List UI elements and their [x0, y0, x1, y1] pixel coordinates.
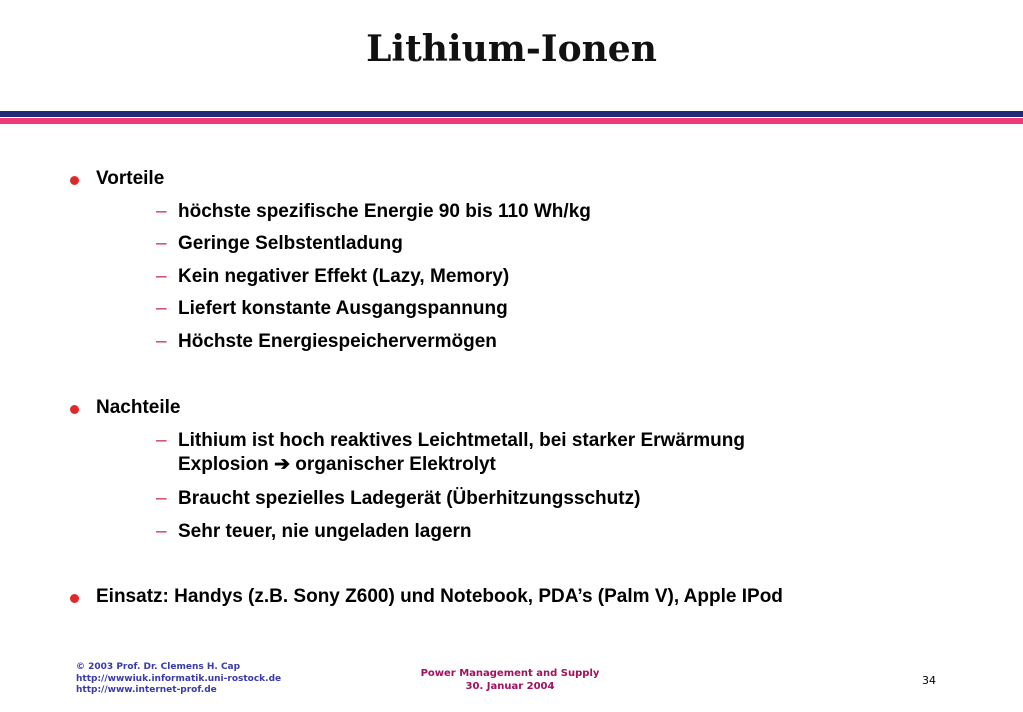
dash-icon: – [156, 331, 167, 352]
list-item: Geringe Selbstentladung [178, 233, 403, 254]
dash-icon: – [156, 521, 167, 542]
footer-link-uni[interactable]: http://wwwiuk.informatik.uni-rostock.de [76, 673, 282, 684]
list-item: Lithium ist hoch reaktives Leichtmetall, bei starker Erwärmung [178, 430, 746, 451]
bullet-icon [70, 405, 79, 414]
footer-author [76, 662, 281, 697]
footer-course-title: Power Management and Supply [420, 668, 600, 679]
list-item: Sehr teuer, nie ungeladen lagern [178, 521, 472, 542]
list-item: Braucht spezielles Ladegerät (Überhitzungsschutz) [178, 488, 641, 509]
footer-date: 30. Januar 2004 [465, 681, 555, 692]
section-heading-nachteile: Nachteile [96, 397, 181, 418]
section-heading-einsatz: Einsatz: Handys (z.B. Sony Z600) und Notebook, PDA’s (Palm V), Apple IPod [96, 586, 783, 607]
dash-icon: – [156, 201, 167, 222]
dash-icon: – [156, 488, 167, 509]
slide-title: Lithium-Ionen [366, 28, 657, 70]
dash-icon: – [156, 298, 167, 319]
bullet-icon [70, 594, 79, 603]
list-item-continuation: Explosion ➔ organischer Elektrolyt [178, 454, 496, 475]
list-item: Kein negativer Effekt (Lazy, Memory) [178, 266, 510, 287]
footer-link-internet-prof[interactable]: http://www.internet-prof.de [76, 685, 217, 695]
list-item: Höchste Energiespeichervermögen [178, 331, 497, 352]
footer-course [360, 667, 660, 693]
dash-icon: – [156, 233, 167, 254]
dash-icon: – [156, 266, 167, 287]
list-item: Liefert konstante Ausgangspannung [178, 298, 508, 319]
dash-icon: – [156, 430, 167, 451]
title-rule-top [0, 111, 1023, 117]
title-rule-bottom [0, 118, 1023, 124]
list-item: höchste spezifische Energie 90 bis 110 Wh/kg [178, 201, 591, 222]
page-number: 34 [922, 674, 936, 687]
section-heading-vorteile: Vorteile [96, 168, 165, 189]
bullet-icon [70, 176, 79, 185]
footer-copyright: © 2003 Prof. Dr. Clemens H. Cap [76, 662, 241, 672]
